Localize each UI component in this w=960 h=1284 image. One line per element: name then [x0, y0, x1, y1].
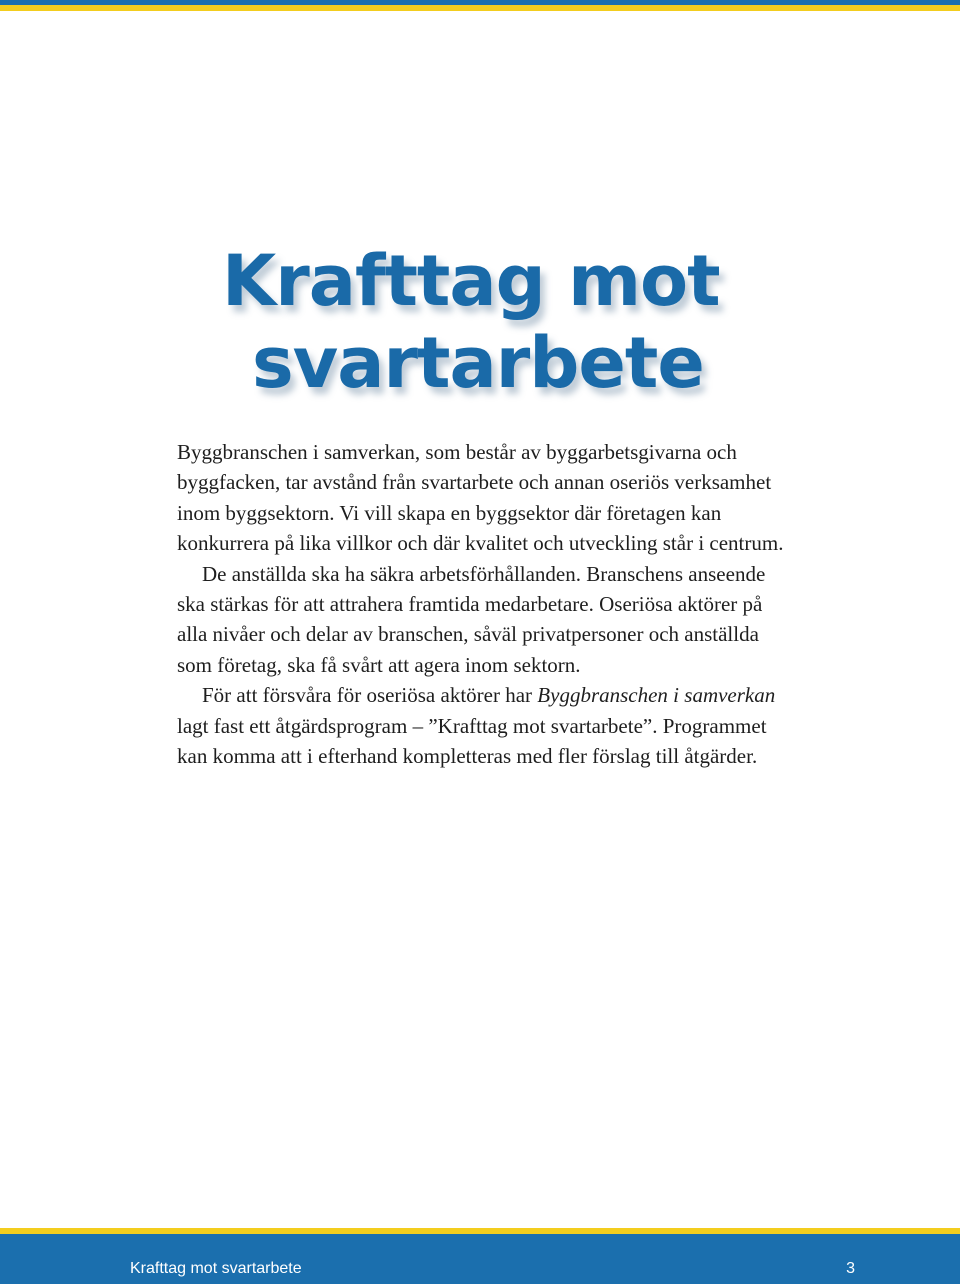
top-stripe-yellow: [0, 5, 960, 11]
paragraph-employees: De anställda ska ha säkra arbetsförhållanden. Branschens anseende ska stärkas för att attrahera framtida medarbetare. Oseriösa aktörer på alla nivåer och delar av branschen, såväl privatpersoner och anställda som företag, ska få svårt att agera inom sektorn.: [177, 561, 766, 677]
body-text: [177, 437, 797, 771]
page-number: 3: [846, 1260, 855, 1277]
paragraph-program-start: För att försvåra för oseriösa aktörer har: [202, 683, 538, 708]
footer-title: Krafttag mot svartarbete: [130, 1260, 302, 1277]
page-title: [222, 240, 942, 404]
paragraph-program: [177, 680, 797, 771]
paragraph-intro: Byggbranschen i samverkan, som består av byggarbetsgivarna och byggfacken, tar avstånd från svartarbete och annan oseriös verksamhet inom byggsektorn. Vi vill skapa en byggsektor där företagen kan konkurrera på lika villkor och där kvalitet och utveckling står i centrum.: [177, 440, 784, 556]
paragraph-program-end: lagt fast ett åtgärdsprogram – ”Krafttag mot svartarbete”. Programmet kan komma att i efterhand kompletteras med fler förslag till åtgärder.: [177, 713, 767, 769]
organization-name: Byggbranschen i samverkan: [537, 683, 776, 708]
page-title-line-1: Krafttag mot: [222, 240, 720, 322]
page-title-line-2: svartarbete: [252, 322, 704, 404]
